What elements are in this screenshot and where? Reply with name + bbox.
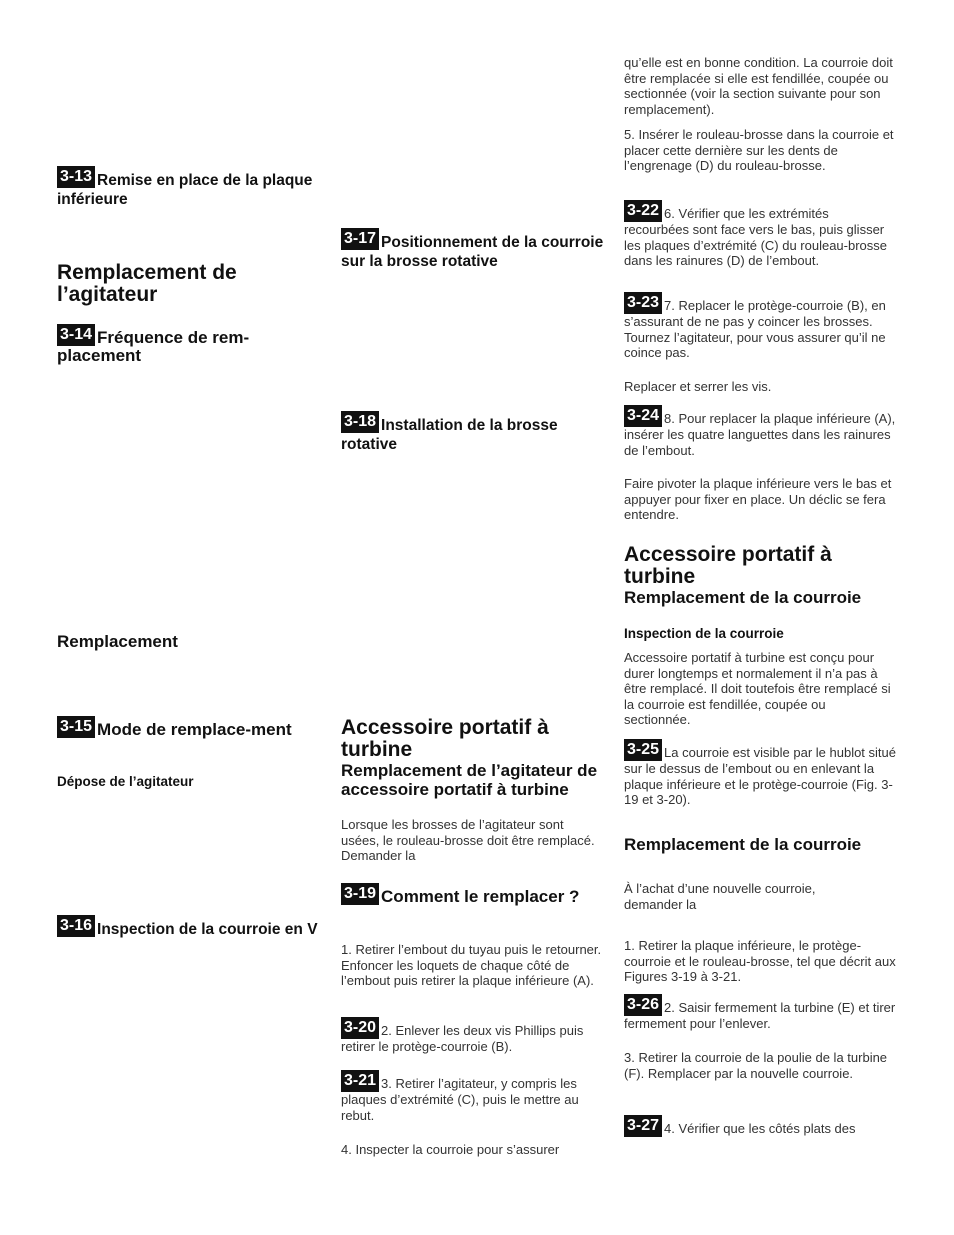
figure-badge: 3-20 bbox=[341, 1017, 379, 1039]
section-3-14 bbox=[57, 324, 319, 365]
section-heading: Fréquence de rem-placement bbox=[57, 328, 250, 365]
section-3-13 bbox=[57, 166, 319, 209]
figure-badge: 3-17 bbox=[341, 228, 379, 250]
figure-badge: 3-25 bbox=[624, 739, 662, 761]
section-3-16 bbox=[57, 915, 325, 939]
figure-badge: 3-24 bbox=[624, 405, 662, 427]
section-heading: Positionnement de la courroie sur la brosse rotative bbox=[341, 234, 604, 270]
figure-badge: 3-21 bbox=[341, 1070, 379, 1092]
paragraph-step-7: 7. Replacer le protège-courroie (B), en s’assurant de ne pas y coincer les brosses. Tournez l’agitateur, pour vous assurer qu’il ne coince pas. bbox=[624, 298, 886, 361]
figure-badge: 3-26 bbox=[624, 994, 662, 1016]
paragraph-visible: La courroie est visible par le hublot situé sur le dessus de l’embout ou en enlevant la plaque inférieure et le protège-courroie (Fig. 3-19 et 3-20). bbox=[624, 745, 896, 808]
paragraph-continued: qu’elle est en bonne condition. La courroie doit être remplacée si elle est fendillée, coupée ou sectionnée (voir la section suivante pour son remplacement). bbox=[624, 55, 893, 117]
figure-badge: 3-23 bbox=[624, 292, 662, 314]
figure-badge: 3-27 bbox=[624, 1115, 662, 1137]
paragraph-step-3: 3. Retirer l’agitateur, y compris les plaques d’extrémité (C), puis le mettre au rebut. bbox=[341, 1076, 579, 1123]
section-3-26 bbox=[624, 994, 902, 1032]
section-heading: Comment le remplacer ? bbox=[381, 887, 580, 906]
title-remplacement-agitateur: Remplacement de l’agitateur bbox=[57, 261, 237, 306]
paragraph-step-5: 5. Insérer le rouleau-brosse dans la courroie et placer cette dernière sur les dents de l’engrenage (D) du rouleau-brosse. bbox=[624, 127, 894, 174]
paragraph-courroie-step-1: 1. Retirer la plaque inférieure, le protège-courroie et le rouleau-brosse, tel que décrit aux Figures 3-19 à 3-21. bbox=[624, 938, 896, 985]
subtitle-remplacement-courroie: Remplacement de la courroie bbox=[624, 588, 862, 607]
figure-badge: 3-16 bbox=[57, 915, 95, 937]
figure-badge: 3-14 bbox=[57, 324, 95, 346]
paragraph-step-6: 6. Vérifier que les extrémités recourbées sont face vers le bas, puis glisser les plaques d’extrémité (C) du rouleau-brosse dans les rainures (D) de l’embout. bbox=[624, 206, 888, 269]
subtitle-remplacement-courroie-2: Remplacement de la courroie bbox=[624, 835, 862, 854]
section-3-20 bbox=[341, 1017, 616, 1055]
subtitle-remplacement-agitateur-turbine: Remplacement de l’agitateur de accessoire portatif à turbine bbox=[341, 761, 598, 799]
section-3-19 bbox=[341, 883, 611, 906]
figure-badge: 3-18 bbox=[341, 411, 379, 433]
paragraph-replacer-vis: Replacer et serrer les vis. bbox=[624, 379, 772, 394]
figure-badge: 3-15 bbox=[57, 716, 95, 738]
figure-badge: 3-19 bbox=[341, 883, 379, 905]
paragraph-achat: À l’achat d’une nouvelle courroie, demander la bbox=[624, 881, 816, 912]
paragraph-step-2: 2. Enlever les deux vis Phillips puis retirer le protège-courroie (B). bbox=[341, 1023, 584, 1054]
paragraph-courroie-step-2: 2. Saisir fermement la turbine (E) et tirer fermement pour l’enlever. bbox=[624, 1000, 896, 1031]
section-heading: Mode de remplace-ment bbox=[97, 720, 292, 739]
paragraph-step-8: 8. Pour replacer la plaque inférieure (A), insérer les quatre languettes dans les rainures de l’embout. bbox=[624, 411, 896, 458]
paragraph-step-4: 4. Inspecter la courroie pour s’assurer bbox=[341, 1142, 560, 1157]
paragraph-concu: Accessoire portatif à turbine est conçu pour durer longtemps et normalement il n’a pas à être remplacé. Il doit toutefois être remplacé si la courroie est fendillée, coupée ou sectionnée. bbox=[624, 650, 891, 728]
paragraph-intro: Lorsque les brosses de l’agitateur sont usées, le rouleau-brosse doit être remplacé. Demander la bbox=[341, 817, 595, 864]
section-3-15 bbox=[57, 716, 319, 739]
section-3-17 bbox=[341, 228, 611, 271]
heading-depose: Dépose de l’agitateur bbox=[57, 774, 194, 789]
section-heading: Inspection de la courroie en V bbox=[97, 921, 318, 938]
paragraph-courroie-step-4: 4. Vérifier que les côtés plats des bbox=[664, 1121, 856, 1137]
paragraph-courroie-step-3: 3. Retirer la courroie de la poulie de la turbine (F). Remplacer par la nouvelle courroie. bbox=[624, 1050, 888, 1081]
section-3-25 bbox=[624, 739, 902, 808]
paragraph-step-1: 1. Retirer l’embout du tuyau puis le retourner. Enfoncer les loquets de chaque côté de l’embout puis retirer la plaque inférieure (A). bbox=[341, 942, 602, 989]
section-3-24 bbox=[624, 405, 902, 458]
figure-badge: 3-22 bbox=[624, 200, 662, 222]
section-3-22 bbox=[624, 200, 894, 269]
section-3-18 bbox=[341, 411, 611, 454]
title-accessoire-turbine: Accessoire portatif à turbine bbox=[341, 716, 549, 761]
heading-remplacement: Remplacement bbox=[57, 632, 178, 651]
title-accessoire-turbine-2: Accessoire portatif à turbine bbox=[624, 543, 832, 588]
figure-badge: 3-13 bbox=[57, 166, 95, 188]
section-3-21 bbox=[341, 1070, 611, 1123]
section-3-27 bbox=[624, 1115, 902, 1137]
section-heading: Installation de la brosse rotative bbox=[341, 417, 558, 453]
section-heading: Remise en place de la plaque inférieure bbox=[57, 172, 313, 208]
section-3-23 bbox=[624, 292, 902, 361]
heading-inspection-courroie: Inspection de la courroie bbox=[624, 626, 784, 641]
paragraph-pivoter: Faire pivoter la plaque inférieure vers le bas et appuyer pour fixer en place. Un déclic se fera entendre. bbox=[624, 476, 892, 523]
